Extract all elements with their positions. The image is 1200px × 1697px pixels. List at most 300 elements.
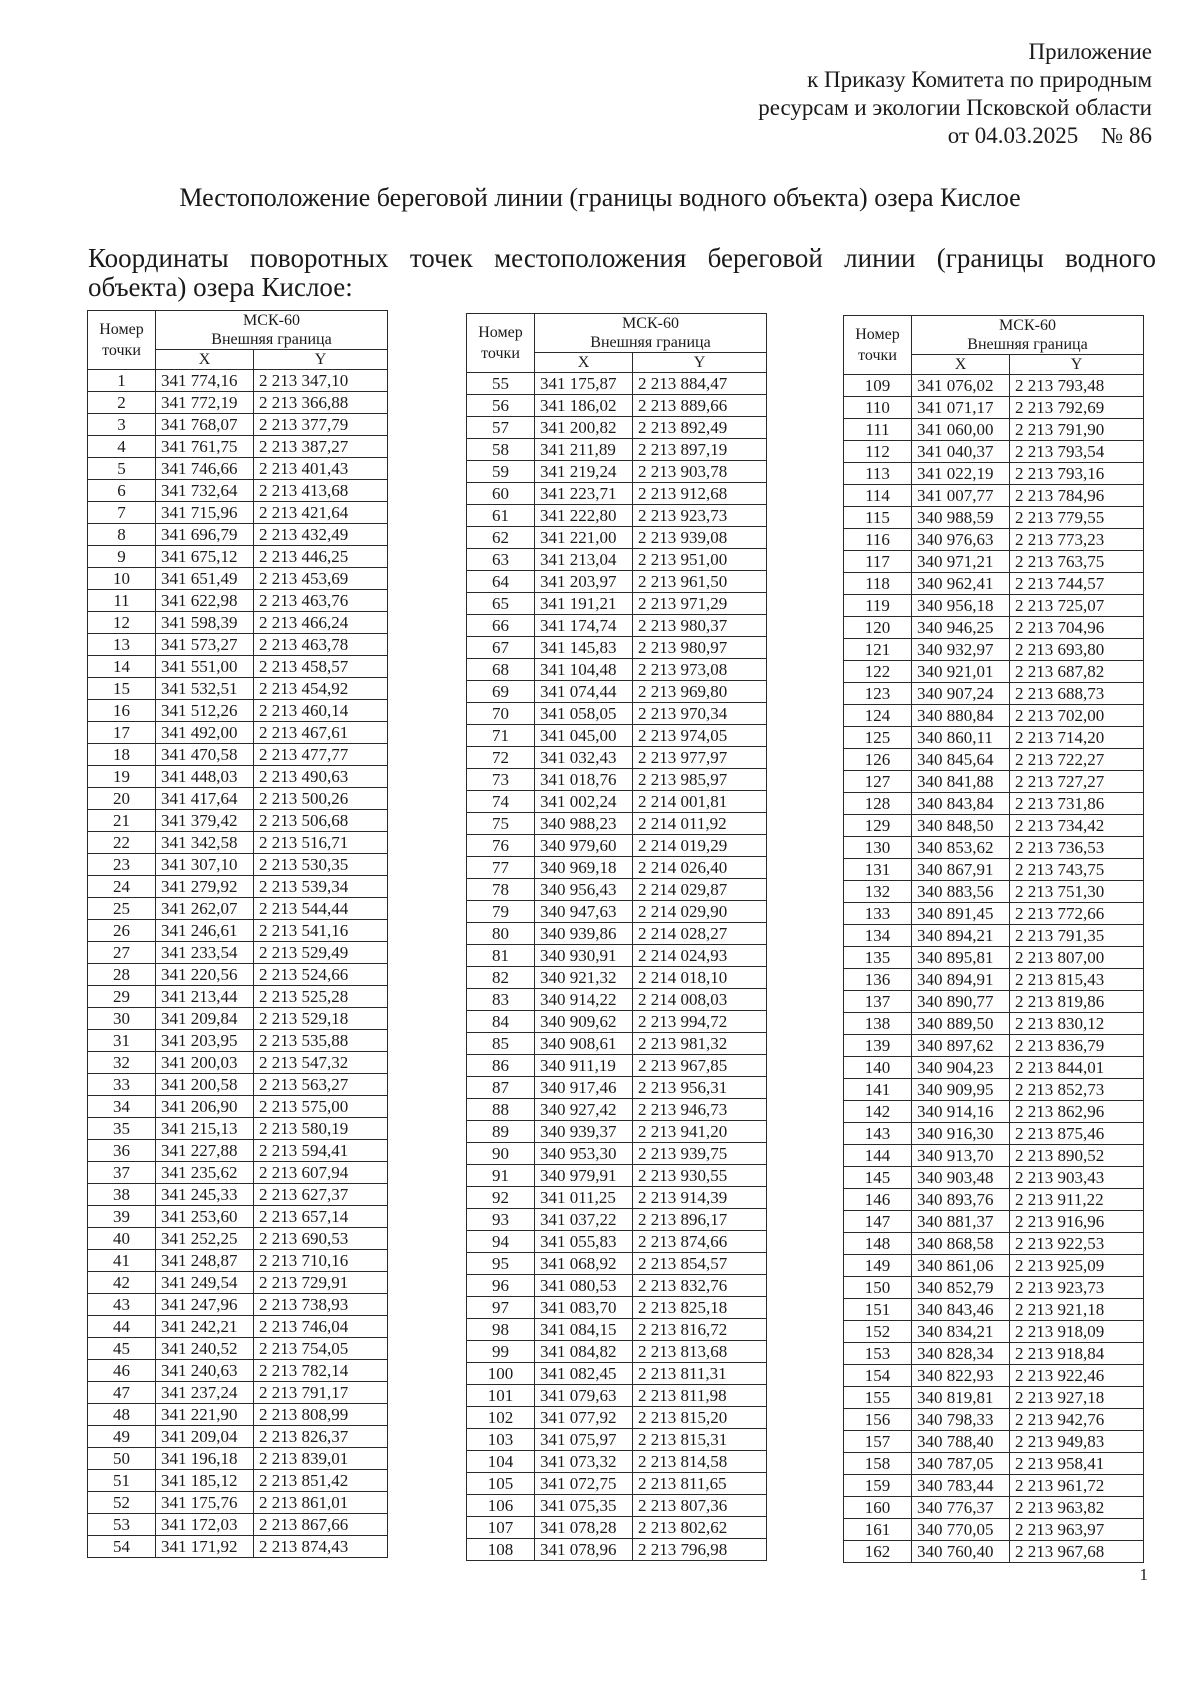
table-row (844, 1541, 1144, 1563)
x-coordinate-cell: 341 018,76 (535, 769, 633, 791)
appendix-line: ресурсам и экологии Псковской области (758, 95, 1152, 120)
x-coordinate-cell: 340 979,60 (535, 835, 633, 857)
point-number-cell: 146 (844, 1189, 912, 1211)
point-number-cell: 48 (88, 1404, 156, 1426)
point-number-cell: 25 (88, 898, 156, 920)
table-row (844, 947, 1144, 969)
y-coordinate-cell: 2 213 751,30 (1010, 881, 1144, 903)
table-row (88, 458, 388, 480)
point-number-cell: 156 (844, 1409, 912, 1431)
x-coordinate-cell: 341 774,16 (156, 370, 254, 392)
y-coordinate-cell: 2 213 738,93 (254, 1294, 388, 1316)
x-coordinate-cell: 341 203,97 (535, 571, 633, 593)
x-coordinate-cell: 341 512,26 (156, 700, 254, 722)
point-number-cell: 17 (88, 722, 156, 744)
x-coordinate-cell: 341 220,56 (156, 964, 254, 986)
x-coordinate-cell: 340 988,23 (535, 813, 633, 835)
point-number-cell: 28 (88, 964, 156, 986)
coordinates-table (87, 310, 388, 1558)
y-coordinate-cell: 2 213 702,00 (1010, 705, 1144, 727)
y-coordinate-cell: 2 213 779,55 (1010, 507, 1144, 529)
appendix-header (532, 38, 1152, 150)
point-number-cell: 75 (467, 813, 535, 835)
x-coordinate-cell: 340 819,81 (912, 1387, 1010, 1409)
y-coordinate-cell: 2 213 916,96 (1010, 1211, 1144, 1233)
point-number-cell: 49 (88, 1426, 156, 1448)
table-row (844, 1123, 1144, 1145)
table-row (844, 1409, 1144, 1431)
x-coordinate-cell: 341 233,54 (156, 942, 254, 964)
table-row (467, 1319, 767, 1341)
table-row (88, 678, 388, 700)
x-coordinate-cell: 340 760,40 (912, 1541, 1010, 1563)
point-number-cell: 12 (88, 612, 156, 634)
point-number-cell: 150 (844, 1277, 912, 1299)
point-number-cell: 52 (88, 1492, 156, 1514)
table-row (88, 986, 388, 1008)
point-number-cell: 127 (844, 771, 912, 793)
x-column-header: X (912, 355, 1010, 375)
table-row (844, 1101, 1144, 1123)
x-coordinate-cell: 341 551,00 (156, 656, 254, 678)
point-number-cell: 91 (467, 1165, 535, 1187)
x-coordinate-cell: 341 651,49 (156, 568, 254, 590)
y-coordinate-cell: 2 213 808,99 (254, 1404, 388, 1426)
point-number-cell: 20 (88, 788, 156, 810)
y-column-header: Y (633, 353, 767, 373)
point-number-cell: 7 (88, 502, 156, 524)
table-row (467, 703, 767, 725)
x-coordinate-cell: 341 068,92 (535, 1253, 633, 1275)
table-row (467, 417, 767, 439)
y-coordinate-cell: 2 213 832,76 (633, 1275, 767, 1297)
y-coordinate-cell: 2 213 942,76 (1010, 1409, 1144, 1431)
y-coordinate-cell: 2 213 923,73 (1010, 1277, 1144, 1299)
y-coordinate-cell: 2 213 815,31 (633, 1429, 767, 1451)
y-coordinate-cell: 2 213 541,16 (254, 920, 388, 942)
y-coordinate-cell: 2 213 836,79 (1010, 1035, 1144, 1057)
point-number-cell: 105 (467, 1473, 535, 1495)
x-coordinate-cell: 341 342,58 (156, 832, 254, 854)
point-number-cell: 62 (467, 527, 535, 549)
point-number-header: Номер точки (467, 314, 535, 373)
y-coordinate-cell: 2 213 791,90 (1010, 419, 1144, 441)
table-row (467, 1341, 767, 1363)
point-number-cell: 96 (467, 1275, 535, 1297)
y-coordinate-cell: 2 213 825,18 (633, 1297, 767, 1319)
y-coordinate-cell: 2 213 961,50 (633, 571, 767, 593)
x-coordinate-cell: 341 279,92 (156, 876, 254, 898)
x-coordinate-cell: 341 573,27 (156, 634, 254, 656)
point-number-cell: 50 (88, 1448, 156, 1470)
point-number-header: Номер точки (88, 311, 156, 370)
point-number-cell: 43 (88, 1294, 156, 1316)
y-coordinate-cell: 2 214 024,93 (633, 945, 767, 967)
point-number-cell: 129 (844, 815, 912, 837)
x-coordinate-cell: 341 084,15 (535, 1319, 633, 1341)
x-coordinate-cell: 341 675,12 (156, 546, 254, 568)
table-row (88, 1272, 388, 1294)
y-coordinate-cell: 2 213 815,20 (633, 1407, 767, 1429)
x-coordinate-cell: 340 834,21 (912, 1321, 1010, 1343)
point-number-cell: 54 (88, 1536, 156, 1558)
x-coordinate-cell: 341 245,33 (156, 1184, 254, 1206)
table-row (467, 1495, 767, 1517)
x-coordinate-cell: 340 798,33 (912, 1409, 1010, 1431)
x-coordinate-cell: 341 172,03 (156, 1514, 254, 1536)
point-number-cell: 124 (844, 705, 912, 727)
x-coordinate-cell: 341 227,88 (156, 1140, 254, 1162)
table-row (467, 791, 767, 813)
x-column-header: X (156, 350, 254, 370)
table-row (88, 568, 388, 590)
table-row (844, 925, 1144, 947)
y-coordinate-cell: 2 213 454,92 (254, 678, 388, 700)
table-row (88, 876, 388, 898)
point-number-cell: 80 (467, 923, 535, 945)
point-number-cell: 154 (844, 1365, 912, 1387)
y-column-header: Y (254, 350, 388, 370)
y-coordinate-cell: 2 213 784,96 (1010, 485, 1144, 507)
x-coordinate-cell: 341 200,03 (156, 1052, 254, 1074)
x-coordinate-cell: 341 071,17 (912, 397, 1010, 419)
y-coordinate-cell: 2 213 687,82 (1010, 661, 1144, 683)
table-row (467, 1187, 767, 1209)
table-row (88, 964, 388, 986)
x-coordinate-cell: 341 200,82 (535, 417, 633, 439)
y-coordinate-cell: 2 213 693,80 (1010, 639, 1144, 661)
y-coordinate-cell: 2 213 897,19 (633, 439, 767, 461)
y-coordinate-cell: 2 213 861,01 (254, 1492, 388, 1514)
y-coordinate-cell: 2 213 922,53 (1010, 1233, 1144, 1255)
table-row (88, 1140, 388, 1162)
point-number-cell: 107 (467, 1517, 535, 1539)
x-coordinate-cell: 340 894,91 (912, 969, 1010, 991)
point-number-cell: 51 (88, 1470, 156, 1492)
y-coordinate-cell: 2 213 802,62 (633, 1517, 767, 1539)
y-coordinate-cell: 2 213 961,72 (1010, 1475, 1144, 1497)
y-coordinate-cell: 2 213 816,72 (633, 1319, 767, 1341)
y-coordinate-cell: 2 213 690,53 (254, 1228, 388, 1250)
point-number-cell: 55 (467, 373, 535, 395)
y-coordinate-cell: 2 214 001,81 (633, 791, 767, 813)
table-row (88, 612, 388, 634)
table-row (467, 527, 767, 549)
table-row (844, 1497, 1144, 1519)
point-number-cell: 21 (88, 810, 156, 832)
x-coordinate-cell: 341 732,64 (156, 480, 254, 502)
table-row (844, 903, 1144, 925)
y-coordinate-cell: 2 213 912,68 (633, 483, 767, 505)
x-coordinate-cell: 340 953,30 (535, 1143, 633, 1165)
table-row (844, 1233, 1144, 1255)
table-row (467, 989, 767, 1011)
y-coordinate-cell: 2 213 347,10 (254, 370, 388, 392)
y-coordinate-cell: 2 213 967,68 (1010, 1541, 1144, 1563)
y-coordinate-cell: 2 213 657,14 (254, 1206, 388, 1228)
table-row (844, 595, 1144, 617)
point-number-cell: 155 (844, 1387, 912, 1409)
y-coordinate-cell: 2 213 830,12 (1010, 1013, 1144, 1035)
y-coordinate-cell: 2 213 958,41 (1010, 1453, 1144, 1475)
y-coordinate-cell: 2 213 432,49 (254, 524, 388, 546)
point-number-cell: 162 (844, 1541, 912, 1563)
table-row (88, 1074, 388, 1096)
table-row (844, 617, 1144, 639)
x-coordinate-cell: 341 045,00 (535, 725, 633, 747)
table-row (844, 683, 1144, 705)
table-row (88, 502, 388, 524)
y-coordinate-cell: 2 213 547,32 (254, 1052, 388, 1074)
boundary-header: Внешняя граница (912, 335, 1144, 355)
x-coordinate-cell: 340 913,70 (912, 1145, 1010, 1167)
y-coordinate-cell: 2 213 594,41 (254, 1140, 388, 1162)
table-row (88, 1426, 388, 1448)
y-coordinate-cell: 2 213 807,00 (1010, 947, 1144, 969)
x-coordinate-cell: 340 843,84 (912, 793, 1010, 815)
point-number-cell: 141 (844, 1079, 912, 1101)
x-coordinate-cell: 341 209,84 (156, 1008, 254, 1030)
y-coordinate-cell: 2 213 811,65 (633, 1473, 767, 1495)
point-number-cell: 134 (844, 925, 912, 947)
x-coordinate-cell: 341 240,63 (156, 1360, 254, 1382)
y-coordinate-cell: 2 214 028,27 (633, 923, 767, 945)
table-row (88, 1228, 388, 1250)
table-row (88, 634, 388, 656)
x-coordinate-cell: 341 252,25 (156, 1228, 254, 1250)
y-coordinate-cell: 2 214 026,40 (633, 857, 767, 879)
x-coordinate-cell: 341 084,82 (535, 1341, 633, 1363)
table-row (844, 1189, 1144, 1211)
x-coordinate-cell: 340 914,16 (912, 1101, 1010, 1123)
y-coordinate-cell: 2 214 018,10 (633, 967, 767, 989)
y-coordinate-cell: 2 213 963,97 (1010, 1519, 1144, 1541)
y-coordinate-cell: 2 213 981,32 (633, 1033, 767, 1055)
y-coordinate-cell: 2 213 956,31 (633, 1077, 767, 1099)
table-row (844, 1343, 1144, 1365)
table-row (844, 837, 1144, 859)
x-coordinate-cell: 340 822,93 (912, 1365, 1010, 1387)
y-coordinate-cell: 2 213 791,17 (254, 1382, 388, 1404)
y-coordinate-cell: 2 213 401,43 (254, 458, 388, 480)
x-coordinate-cell: 340 828,34 (912, 1343, 1010, 1365)
point-number-cell: 73 (467, 769, 535, 791)
point-number-cell: 37 (88, 1162, 156, 1184)
table-row (88, 1448, 388, 1470)
point-number-cell: 70 (467, 703, 535, 725)
x-coordinate-cell: 341 213,44 (156, 986, 254, 1008)
table-row (88, 1470, 388, 1492)
table-row (88, 1316, 388, 1338)
table-row (88, 392, 388, 414)
y-coordinate-cell: 2 213 994,72 (633, 1011, 767, 1033)
y-coordinate-cell: 2 213 903,78 (633, 461, 767, 483)
point-number-cell: 44 (88, 1316, 156, 1338)
boundary-header: Внешняя граница (535, 333, 767, 353)
table-row (467, 615, 767, 637)
x-coordinate-cell: 340 921,32 (535, 967, 633, 989)
point-number-cell: 26 (88, 920, 156, 942)
y-coordinate-cell: 2 213 970,34 (633, 703, 767, 725)
y-coordinate-cell: 2 213 896,17 (633, 1209, 767, 1231)
point-number-cell: 131 (844, 859, 912, 881)
y-coordinate-cell: 2 213 925,09 (1010, 1255, 1144, 1277)
y-coordinate-cell: 2 213 985,97 (633, 769, 767, 791)
x-coordinate-cell: 340 843,46 (912, 1299, 1010, 1321)
x-coordinate-cell: 341 622,98 (156, 590, 254, 612)
x-coordinate-cell: 340 890,77 (912, 991, 1010, 1013)
x-coordinate-cell: 341 470,58 (156, 744, 254, 766)
table-row (467, 857, 767, 879)
y-coordinate-cell: 2 213 729,91 (254, 1272, 388, 1294)
y-coordinate-cell: 2 213 529,49 (254, 942, 388, 964)
y-coordinate-cell: 2 213 736,53 (1010, 837, 1144, 859)
y-coordinate-cell: 2 213 467,61 (254, 722, 388, 744)
point-number-cell: 149 (844, 1255, 912, 1277)
x-coordinate-cell: 341 235,62 (156, 1162, 254, 1184)
y-coordinate-cell: 2 213 811,98 (633, 1385, 767, 1407)
table-row (88, 370, 388, 392)
table-row (844, 1035, 1144, 1057)
point-number-cell: 41 (88, 1250, 156, 1272)
y-coordinate-cell: 2 213 839,01 (254, 1448, 388, 1470)
table-row (844, 749, 1144, 771)
x-coordinate-cell: 341 715,96 (156, 502, 254, 524)
point-number-cell: 101 (467, 1385, 535, 1407)
x-coordinate-cell: 340 932,97 (912, 639, 1010, 661)
point-number-cell: 115 (844, 507, 912, 529)
table-row (88, 722, 388, 744)
x-column-header: X (535, 353, 633, 373)
x-coordinate-cell: 341 174,74 (535, 615, 633, 637)
y-coordinate-cell: 2 213 796,98 (633, 1539, 767, 1561)
y-coordinate-cell: 2 213 607,94 (254, 1162, 388, 1184)
y-coordinate-cell: 2 213 563,27 (254, 1074, 388, 1096)
x-coordinate-cell: 341 221,00 (535, 527, 633, 549)
x-coordinate-cell: 340 883,56 (912, 881, 1010, 903)
table-row (467, 747, 767, 769)
point-number-cell: 19 (88, 766, 156, 788)
table-row (844, 991, 1144, 1013)
x-coordinate-cell: 340 880,84 (912, 705, 1010, 727)
table-row (844, 771, 1144, 793)
y-coordinate-cell: 2 213 782,14 (254, 1360, 388, 1382)
y-coordinate-cell: 2 213 974,05 (633, 725, 767, 747)
table-row (88, 524, 388, 546)
point-number-cell: 46 (88, 1360, 156, 1382)
y-coordinate-cell: 2 213 890,52 (1010, 1145, 1144, 1167)
y-coordinate-cell: 2 213 506,68 (254, 810, 388, 832)
x-coordinate-cell: 340 979,91 (535, 1165, 633, 1187)
x-coordinate-cell: 341 072,75 (535, 1473, 633, 1495)
table-row (88, 788, 388, 810)
table-row (467, 1297, 767, 1319)
table-row (88, 942, 388, 964)
point-number-cell: 65 (467, 593, 535, 615)
point-number-cell: 136 (844, 969, 912, 991)
point-number-cell: 132 (844, 881, 912, 903)
y-coordinate-cell: 2 213 971,29 (633, 593, 767, 615)
point-number-cell: 128 (844, 793, 912, 815)
point-number-cell: 120 (844, 617, 912, 639)
x-coordinate-cell: 341 075,97 (535, 1429, 633, 1451)
x-coordinate-cell: 340 868,58 (912, 1233, 1010, 1255)
y-coordinate-cell: 2 213 539,34 (254, 876, 388, 898)
x-coordinate-cell: 341 083,70 (535, 1297, 633, 1319)
point-number-cell: 8 (88, 524, 156, 546)
y-column-header: Y (1010, 355, 1144, 375)
point-number-cell: 5 (88, 458, 156, 480)
table-row (467, 461, 767, 483)
y-coordinate-cell: 2 213 967,85 (633, 1055, 767, 1077)
point-number-cell: 94 (467, 1231, 535, 1253)
y-coordinate-cell: 2 213 892,49 (633, 417, 767, 439)
y-coordinate-cell: 2 213 793,48 (1010, 375, 1144, 397)
y-coordinate-cell: 2 213 791,35 (1010, 925, 1144, 947)
x-coordinate-cell: 340 853,62 (912, 837, 1010, 859)
x-coordinate-cell: 341 532,51 (156, 678, 254, 700)
table-row (844, 573, 1144, 595)
y-coordinate-cell: 2 213 884,47 (633, 373, 767, 395)
point-number-cell: 87 (467, 1077, 535, 1099)
point-number-cell: 119 (844, 595, 912, 617)
point-number-cell: 56 (467, 395, 535, 417)
y-coordinate-cell: 2 213 746,04 (254, 1316, 388, 1338)
table-row (844, 463, 1144, 485)
x-coordinate-cell: 341 223,71 (535, 483, 633, 505)
x-coordinate-cell: 341 237,24 (156, 1382, 254, 1404)
appendix-line: от 04.03.2025 № 86 (947, 123, 1152, 148)
table-row (844, 397, 1144, 419)
point-number-cell: 126 (844, 749, 912, 771)
y-coordinate-cell: 2 213 911,22 (1010, 1189, 1144, 1211)
table-row (844, 375, 1144, 397)
x-coordinate-cell: 340 845,64 (912, 749, 1010, 771)
y-coordinate-cell: 2 213 535,88 (254, 1030, 388, 1052)
point-number-cell: 59 (467, 461, 535, 483)
table-row (467, 1473, 767, 1495)
point-number-cell: 24 (88, 876, 156, 898)
table-row (88, 1030, 388, 1052)
y-coordinate-cell: 2 213 516,71 (254, 832, 388, 854)
y-coordinate-cell: 2 213 722,27 (1010, 749, 1144, 771)
x-coordinate-cell: 340 788,40 (912, 1431, 1010, 1453)
y-coordinate-cell: 2 214 011,92 (633, 813, 767, 835)
y-coordinate-cell: 2 213 530,35 (254, 854, 388, 876)
point-number-cell: 83 (467, 989, 535, 1011)
x-coordinate-cell: 341 074,44 (535, 681, 633, 703)
y-coordinate-cell: 2 213 939,75 (633, 1143, 767, 1165)
y-coordinate-cell: 2 213 811,31 (633, 1363, 767, 1385)
table-row (88, 590, 388, 612)
point-number-cell: 57 (467, 417, 535, 439)
point-number-cell: 38 (88, 1184, 156, 1206)
table-row (467, 879, 767, 901)
table-row (844, 1145, 1144, 1167)
table-row (467, 945, 767, 967)
table-row (88, 810, 388, 832)
table-row (88, 1338, 388, 1360)
point-number-cell: 113 (844, 463, 912, 485)
x-coordinate-cell: 340 881,37 (912, 1211, 1010, 1233)
point-number-cell: 35 (88, 1118, 156, 1140)
table-row (88, 1404, 388, 1426)
table-row (467, 1451, 767, 1473)
table-row (467, 1517, 767, 1539)
table-row (88, 1360, 388, 1382)
point-number-cell: 67 (467, 637, 535, 659)
point-number-cell: 122 (844, 661, 912, 683)
